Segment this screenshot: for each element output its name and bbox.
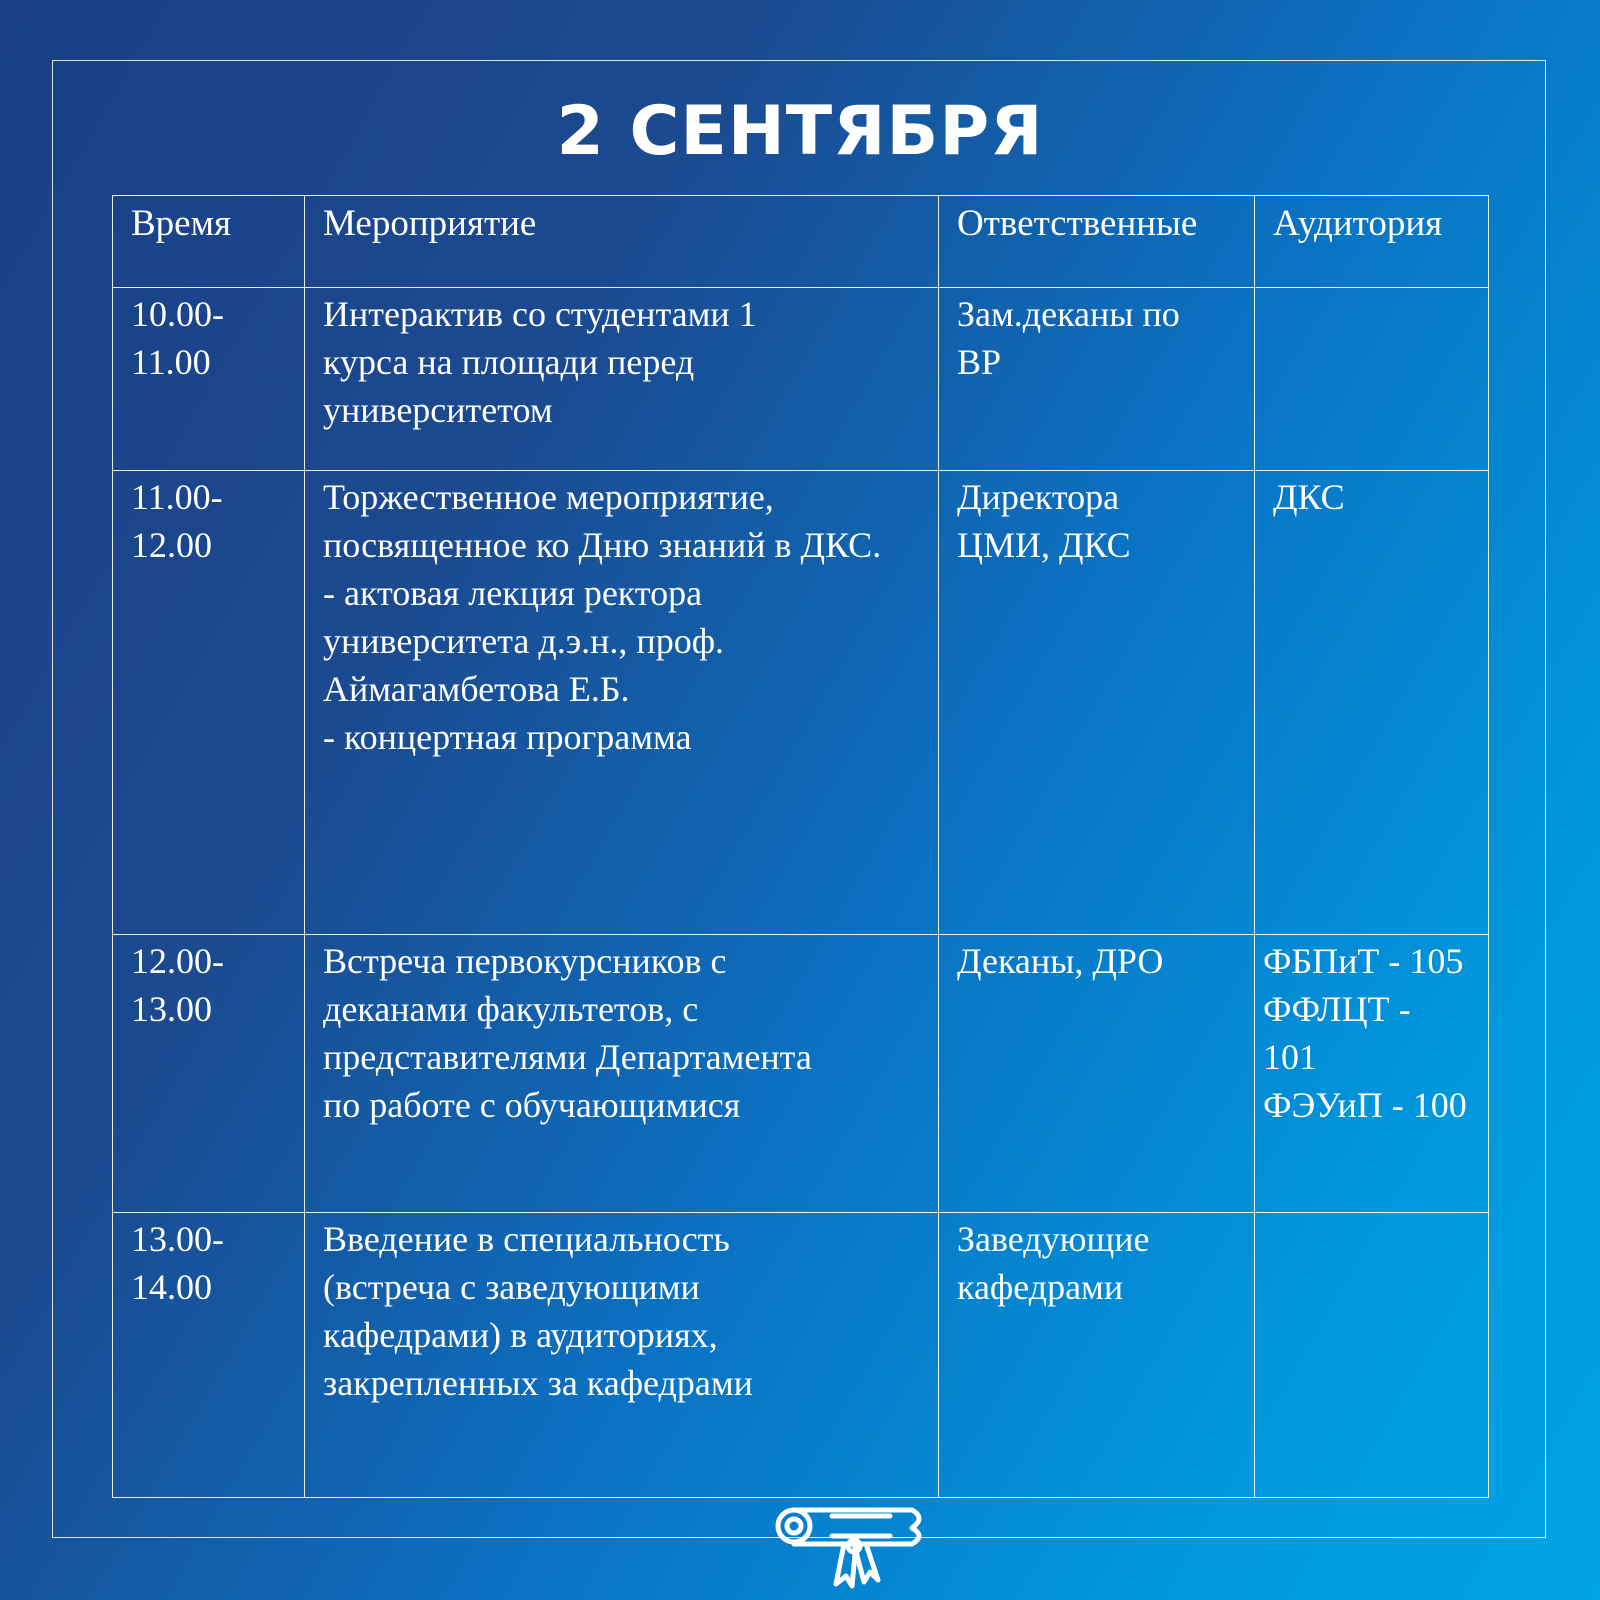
cell-time: 10.00- 11.00 <box>113 288 305 471</box>
cell-room: ФБПиТ - 105 ФФЛЦТ - 101 ФЭУиП - 100 <box>1255 935 1489 1213</box>
cell-event: Торжественное мероприятие, посвященное ко Дню знаний в ДКС. - актовая лекция ректора университета д.э.н., проф. Аймагамбетова Е.Б. - концертная программа <box>305 471 939 935</box>
table-row <box>113 1213 1489 1498</box>
cell-room <box>1255 1213 1489 1498</box>
header-room: Аудитория <box>1255 196 1489 288</box>
table-row <box>113 935 1489 1213</box>
cell-responsible: Зам.деканы по ВР <box>939 288 1255 471</box>
diploma-scroll-icon <box>772 1502 932 1595</box>
cell-responsible: Директора ЦМИ, ДКС <box>939 471 1255 935</box>
cell-event: Введение в специальность (встреча с заведующими кафедрами) в аудиториях, закрепленных за кафедрами <box>305 1213 939 1498</box>
header-time: Время <box>113 196 305 288</box>
cell-responsible: Заведующие кафедрами <box>939 1213 1255 1498</box>
cell-responsible: Деканы, ДРО <box>939 935 1255 1213</box>
schedule-table <box>112 195 1489 1498</box>
cell-event: Встреча первокурсников с деканами факультетов, с представителями Департамента по работе с обучающимися <box>305 935 939 1213</box>
cell-time: 12.00- 13.00 <box>113 935 305 1213</box>
cell-event: Интерактив со студентами 1 курса на площади перед университетом <box>305 288 939 471</box>
cell-room: ДКС <box>1255 471 1489 935</box>
cell-time: 11.00- 12.00 <box>113 471 305 935</box>
cell-room <box>1255 288 1489 471</box>
header-responsible: Ответственные <box>939 196 1255 288</box>
table-header-row <box>113 196 1489 288</box>
table-row <box>113 471 1489 935</box>
table-row <box>113 288 1489 471</box>
header-event: Мероприятие <box>305 196 939 288</box>
page-title: 2 СЕНТЯБРЯ <box>556 92 1044 171</box>
cell-time: 13.00- 14.00 <box>113 1213 305 1498</box>
